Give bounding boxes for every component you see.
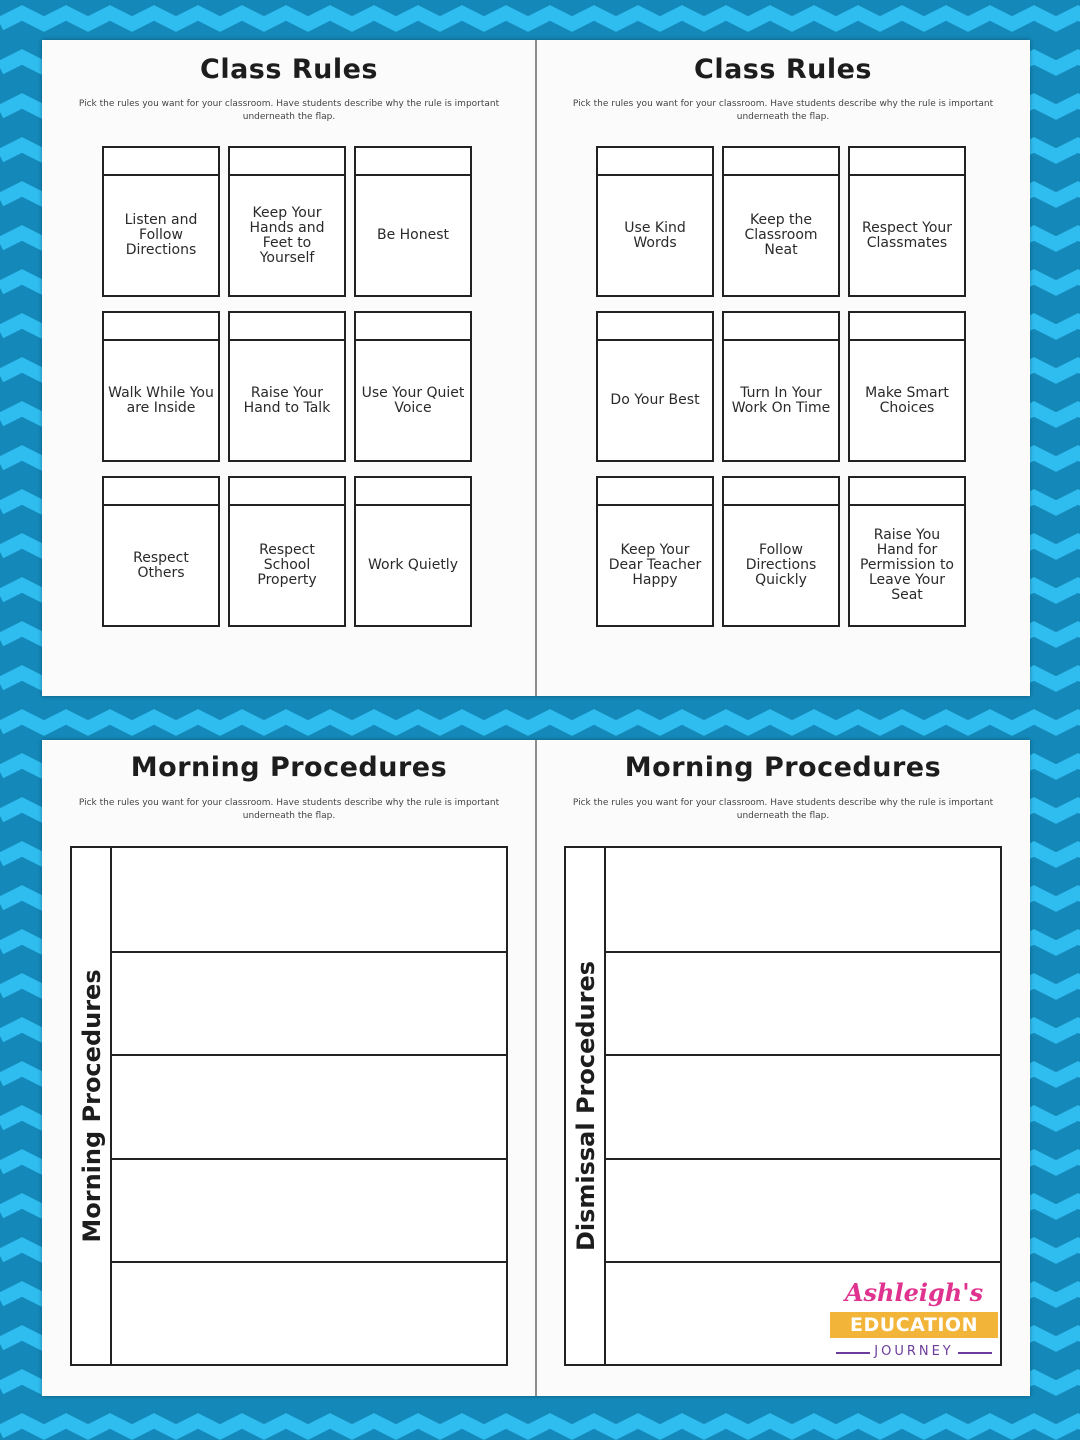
rule-flap-label: Walk While You are Inside (108, 384, 214, 416)
morning-procedures-page (42, 740, 536, 1396)
chevron-stripe (0, 717, 1080, 728)
procedures-side-label: Morning Procedures (78, 969, 106, 1243)
procedures-flip-box (70, 846, 508, 1366)
logo-script-text: Ashleigh's (844, 1278, 984, 1307)
rule-flap[interactable] (102, 476, 220, 627)
rule-flap-label: Work Quietly (368, 557, 458, 573)
rule-flap-label: Raise You Hand for Permission to Leave Your Seat (859, 527, 954, 603)
page-instructions: Pick the rules you want for your classroom. Have students describe why the rule is important underneath the flap. (572, 798, 994, 821)
rule-flap[interactable] (596, 311, 714, 462)
flap-hinge (104, 478, 218, 506)
rule-flap[interactable] (722, 476, 840, 627)
procedures-side-tab (72, 848, 112, 1364)
rule-flap-label: Keep the Classroom Neat (744, 212, 818, 258)
page-title: Morning Procedures (130, 752, 448, 783)
rule-flap[interactable] (228, 311, 346, 462)
rule-flap[interactable] (848, 311, 966, 462)
page-instructions: Pick the rules you want for your classroom. Have students describe why the rule is important underneath the flap. (572, 99, 994, 122)
procedures-side-label: Dismissal Procedures (572, 960, 600, 1252)
procedure-row-divider (606, 951, 1000, 953)
flap-hinge (724, 148, 838, 176)
rule-flap[interactable] (596, 476, 714, 627)
procedure-row-divider (112, 1158, 506, 1160)
class-rules-spread (42, 40, 1030, 696)
page-title: Class Rules (694, 54, 872, 85)
rule-flap[interactable] (102, 311, 220, 462)
flap-hinge (356, 148, 470, 176)
rule-flap-label: Respect Your Classmates (861, 219, 953, 251)
procedure-row-divider (606, 1054, 1000, 1056)
flap-hinge (598, 148, 712, 176)
rule-flap-label: Keep Your Dear Teacher Happy (608, 542, 702, 588)
flap-hinge (724, 478, 838, 506)
rule-flap[interactable] (354, 311, 472, 462)
rule-flap-grid (102, 146, 472, 627)
procedure-row-divider (606, 1261, 1000, 1263)
rule-flap-label: Use Your Quiet Voice (361, 384, 465, 416)
flap-hinge (104, 148, 218, 176)
page-title: Morning Procedures (624, 752, 942, 783)
flap-hinge (850, 148, 964, 176)
procedures-side-tab (566, 848, 606, 1364)
rule-flap-label: Keep Your Hands and Feet to Yourself (249, 204, 325, 266)
logo-tagline: JOURNEY (830, 1342, 998, 1362)
flap-hinge (724, 313, 838, 341)
rule-flap-label: Do Your Best (610, 392, 700, 408)
procedure-row-divider (606, 1158, 1000, 1160)
brand-logo (830, 1278, 998, 1368)
flap-hinge (104, 313, 218, 341)
flap-hinge (598, 478, 712, 506)
flap-hinge (598, 313, 712, 341)
rule-flap[interactable] (228, 476, 346, 627)
rule-flap[interactable] (354, 476, 472, 627)
page-instructions: Pick the rules you want for your classroom. Have students describe why the rule is important underneath the flap. (78, 99, 500, 122)
procedure-row-divider (112, 1054, 506, 1056)
rule-flap-label: Follow Directions Quickly (745, 542, 817, 588)
rule-flap[interactable] (848, 146, 966, 297)
flap-hinge (356, 478, 470, 506)
flap-hinge (850, 313, 964, 341)
logo-bar-text: EDUCATION (830, 1312, 998, 1338)
rule-flap[interactable] (102, 146, 220, 297)
class-rules-page-right (536, 40, 1030, 696)
rule-flap-label: Be Honest (376, 227, 450, 243)
procedure-row-divider (112, 1261, 506, 1263)
chevron-stripe (0, 1421, 1080, 1432)
rule-flap[interactable] (722, 146, 840, 297)
rule-flap[interactable] (722, 311, 840, 462)
rule-flap-label: Raise Your Hand to Talk (243, 384, 331, 416)
rule-flap[interactable] (354, 146, 472, 297)
flap-hinge (230, 478, 344, 506)
rule-flap[interactable] (848, 476, 966, 627)
page-title: Class Rules (200, 54, 378, 85)
rule-flap-label: Listen and Follow Directions (124, 212, 198, 258)
rule-flap[interactable] (596, 146, 714, 297)
rule-flap-label: Use Kind Words (624, 219, 686, 251)
class-rules-page-left (42, 40, 536, 696)
flap-hinge (230, 148, 344, 176)
rule-flap[interactable] (228, 146, 346, 297)
rule-flap-label: Make Smart Choices (865, 384, 949, 416)
rule-flap-label: Turn In Your Work On Time (731, 384, 831, 416)
rule-flap-label: Respect Others (133, 549, 189, 581)
rule-flap-label: Respect School Property (257, 542, 317, 588)
rule-flap-grid (596, 146, 966, 627)
procedure-row-divider (112, 951, 506, 953)
flap-hinge (356, 313, 470, 341)
chevron-stripe (0, 13, 1080, 24)
page-instructions: Pick the rules you want for your classroom. Have students describe why the rule is important underneath the flap. (78, 798, 500, 821)
flap-hinge (850, 478, 964, 506)
flap-hinge (230, 313, 344, 341)
